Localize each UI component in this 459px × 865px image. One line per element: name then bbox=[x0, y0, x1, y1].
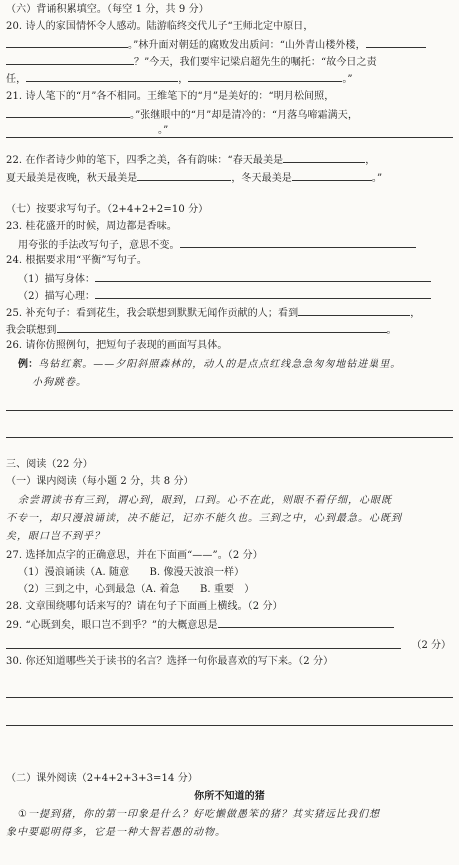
q27-line-3: （2）三到之中，心到最急（A. 着急 B. 重要 ） bbox=[18, 584, 255, 595]
answer-blank[interactable] bbox=[95, 271, 431, 282]
section-6-header: （六）背诵积累填空。（每空 1 分，共 9 分） bbox=[6, 4, 209, 15]
passage-line-1: 余尝谓读书有三到，谓心到，眼到，口到。心不在此，则眼不看仔细，心眼既 bbox=[18, 495, 392, 506]
q20-line-1: 20. 诗人的家国情怀令人感动。陆游临终交代儿子“王师北定中原日， bbox=[6, 21, 314, 32]
passage-2-line-1: ①一提到猪，你的第一印象是什么？好吃懒做愚笨的猪？其实猪远比我们想 bbox=[18, 809, 380, 820]
example-sentence: 鸟钻红絮。——夕阳斜照森林的，动人的是点点红线急急匆匆地钻进巢里。 bbox=[38, 359, 402, 370]
q25-line-1: 25. 补充句子：看到花生，我会联想到默默无闻作贡献的人；看到 ， bbox=[6, 305, 453, 319]
passage-title: 你所不知道的猪 bbox=[194, 791, 265, 802]
q20-text-3: ？”今天，我们要牢记梁启超先生的嘱托：“故今日之责 bbox=[134, 57, 377, 68]
q28-line-1: 28. 文章围绕哪句话来写的？请在句子下面画上横线。（2 分） bbox=[6, 601, 283, 612]
answer-blank[interactable] bbox=[366, 37, 426, 48]
q21-text-2: 。”张继眼中的“月”却是清冷的：“月落乌啼霜满天， bbox=[130, 110, 358, 121]
q21-line-1: 21. 诗人笔下的“月”各不相同。王维笔下的“月”是美好的：“明月松间照， bbox=[6, 91, 335, 102]
answer-line[interactable] bbox=[6, 697, 453, 698]
q26-example-2 bbox=[32, 376, 453, 390]
q20-line-4: 任， ， 。” bbox=[6, 71, 453, 85]
q21-line-2 bbox=[6, 107, 453, 121]
reading-1-header: （一）课内阅读（每小题 2 分，共 8 分） bbox=[6, 476, 194, 487]
q25-text-1: 25. 补充句子：看到花生，我会联想到默默无闻作贡献的人；看到 bbox=[6, 308, 299, 319]
q20-text-4: 任， bbox=[6, 74, 27, 85]
q24-text-3: （2）描写心理： bbox=[18, 291, 96, 302]
q27-line-1: 27. 选择加点字的正确意思，并在下面画“——”。（2 分） bbox=[6, 550, 263, 561]
answer-blank[interactable] bbox=[95, 288, 431, 299]
q20-text-2: 。”林升面对朝廷的腐败发出质问：“山外青山楼外楼， bbox=[128, 40, 366, 51]
q23-line-1: 23. 桂花盛开的时候，周边都是香味。 bbox=[6, 221, 177, 232]
q26-example-1 bbox=[6, 358, 453, 372]
section-7-header: （七）按要求写句子。（2+4+2+2=10 分） bbox=[6, 204, 209, 215]
q22-text-2a: 夏天最美是夜晚，秋天最美是 bbox=[6, 173, 138, 184]
passage-2-line-2: 象中要聪明得多，它是一种大智若愚的动物。 bbox=[6, 827, 226, 838]
answer-blank[interactable] bbox=[180, 237, 416, 248]
example-label: 例： bbox=[18, 359, 39, 370]
answer-blank[interactable] bbox=[6, 37, 128, 48]
answer-blank[interactable] bbox=[188, 71, 342, 82]
passage-line-2: 不专一，却只漫浪诵读，决不能记，记亦不能久也。三到之中，心到最急。心既到 bbox=[6, 513, 402, 524]
q23-line-2 bbox=[6, 237, 453, 251]
q20-line-2 bbox=[6, 37, 453, 51]
answer-blank[interactable] bbox=[6, 54, 134, 65]
q22-text-2b: ，冬天最美是 bbox=[231, 173, 292, 184]
q30-line-1: 30. 你还知道哪些关于读书的名言？选择一句你最喜欢的写下来。（2 分） bbox=[6, 656, 334, 667]
answer-blank[interactable] bbox=[218, 617, 394, 628]
reading-2-header: （二）课外阅读（2+4+2+3+3=14 分） bbox=[6, 773, 198, 784]
answer-blank[interactable] bbox=[298, 305, 410, 316]
q21-line-3-end: 。” bbox=[158, 125, 169, 136]
q29-line-1 bbox=[6, 617, 453, 631]
answer-blank[interactable] bbox=[6, 107, 130, 118]
section-3-header: 三、阅读（22 分） bbox=[6, 459, 93, 470]
q20-line-3 bbox=[6, 54, 453, 68]
q24-line-3 bbox=[6, 288, 453, 302]
answer-blank[interactable] bbox=[26, 71, 178, 82]
answer-line[interactable] bbox=[6, 437, 453, 438]
q29-text-1: 29. “心既到矣，眼口岂不到乎？”的大概意思是 bbox=[6, 620, 218, 631]
answer-blank[interactable] bbox=[137, 170, 231, 181]
q22-line-2: 夏天最美是夜晚，秋天最美是 ，冬天最美是 。” bbox=[6, 170, 453, 184]
answer-blank[interactable] bbox=[292, 170, 372, 181]
q25-text-2: 我会联想到 bbox=[6, 325, 57, 336]
q29-score: （2 分） bbox=[411, 640, 451, 651]
q23-text-2: 用夸张的手法改写句子，意思不变。 bbox=[18, 240, 180, 251]
answer-line[interactable] bbox=[6, 410, 453, 411]
answer-blank[interactable] bbox=[283, 152, 365, 163]
q26-line-1: 26. 请你仿照例句，把短句子表现的画面写具体。 bbox=[6, 340, 228, 351]
q25-line-2: 我会联想到 。 bbox=[6, 322, 453, 336]
passage-line-3: 矣，眼口岂不到乎？ bbox=[6, 531, 105, 542]
q22-text-1: 22. 在作者诗少帅的笔下，四季之美，各有韵味：“春天最美是 bbox=[6, 155, 284, 166]
q24-line-2 bbox=[6, 271, 453, 285]
q24-text-2: （1）描写身体： bbox=[18, 274, 96, 285]
q27-line-2: （1）漫浪诵读（A. 随意 B. 像漫天波浪一样） bbox=[18, 567, 245, 578]
q22-line-1: 22. 在作者诗少帅的笔下，四季之美，各有韵味：“春天最美是 ， bbox=[6, 152, 453, 166]
answer-line[interactable] bbox=[6, 648, 401, 649]
answer-blank[interactable] bbox=[57, 322, 387, 333]
q24-line-1: 24. 根据要求用“平衡”写句子。 bbox=[6, 255, 148, 266]
task-sentence: 小狗跳卷。 bbox=[32, 377, 87, 388]
answer-line[interactable] bbox=[6, 725, 453, 726]
